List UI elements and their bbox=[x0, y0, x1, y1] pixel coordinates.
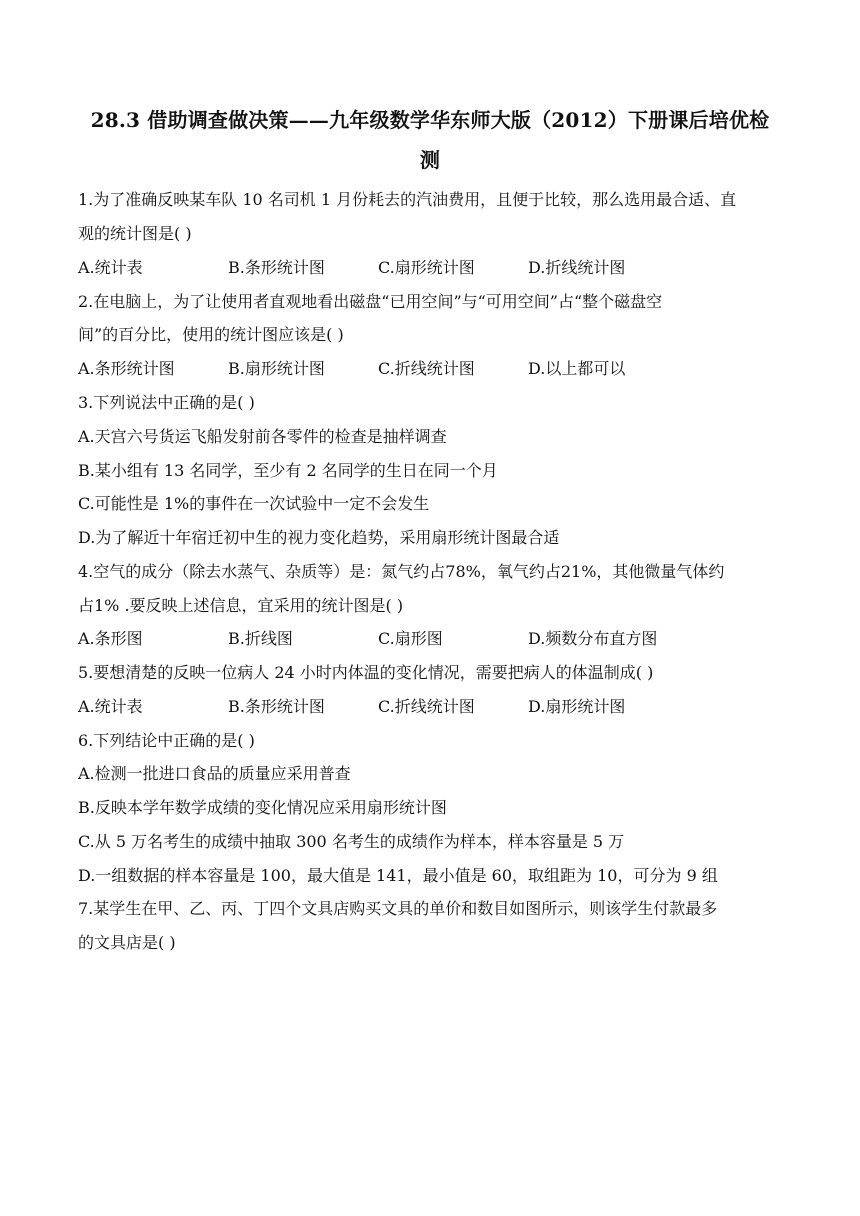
document-title-line-1: 28.3 借助调查做决策——九年级数学华东师大版（2012）下册课后培优检 bbox=[90, 108, 770, 132]
question-4-option-c: C.扇形图 bbox=[378, 629, 443, 648]
question-2-option-d: D.以上都可以 bbox=[528, 359, 626, 378]
question-1-option-a: A.统计表 bbox=[78, 258, 143, 277]
question-6-option-b: B.反映本学年数学成绩的变化情况应采用扇形统计图 bbox=[78, 798, 447, 817]
question-1-option-d: D.折线统计图 bbox=[528, 258, 626, 277]
question-4-option-d: D.频数分布直方图 bbox=[528, 629, 658, 648]
question-2-option-c: C.折线统计图 bbox=[378, 359, 475, 378]
question-1-option-c: C.扇形统计图 bbox=[378, 258, 475, 277]
question-3-option-d: D.为了解近十年宿迁初中生的视力变化趋势，采用扇形统计图最合适 bbox=[78, 528, 560, 547]
question-1-stem-line-1: 1.为了准确反映某车队 10 名司机 1 月份耗去的汽油费用，且便于比较，那么选用最合适、直 bbox=[78, 190, 737, 209]
question-5-option-c: C.折线统计图 bbox=[378, 697, 475, 716]
question-6-option-a: A.检测一批进口食品的质量应采用普查 bbox=[78, 764, 351, 783]
question-3-option-c: C.可能性是 1%的事件在一次试验中一定不会发生 bbox=[78, 494, 430, 513]
question-2-stem-line-1: 2.在电脑上，为了让使用者直观地看出磁盘“已用空间”与“可用空间”占“整个磁盘空 bbox=[78, 292, 663, 311]
question-1-stem-line-2: 观的统计图是( ) bbox=[78, 224, 192, 243]
question-7-stem-line-1: 7.某学生在甲、乙、丙、丁四个文具店购买文具的单价和数目如图所示，则该学生付款最多 bbox=[78, 899, 718, 918]
question-5-option-d: D.扇形统计图 bbox=[528, 697, 626, 716]
question-5-stem-line-1: 5.要想清楚的反映一位病人 24 小时内体温的变化情况，需要把病人的体温制成( ) bbox=[78, 663, 654, 682]
question-4-option-b: B.折线图 bbox=[228, 629, 293, 648]
question-2-option-a: A.条形统计图 bbox=[78, 359, 175, 378]
question-4-option-a: A.条形图 bbox=[78, 629, 143, 648]
question-6-option-c: C.从 5 万名考生的成绩中抽取 300 名考生的成绩作为样本，样本容量是 5 万 bbox=[78, 832, 625, 851]
question-6-option-d: D.一组数据的样本容量是 100，最大值是 141，最小值是 60，取组距为 10，可分为 9 组 bbox=[78, 866, 718, 885]
question-3-option-a: A.天宫六号货运飞船发射前各零件的检查是抽样调查 bbox=[78, 427, 447, 446]
question-7-stem-line-2: 的文具店是( ) bbox=[78, 933, 176, 952]
question-6-stem-line-1: 6.下列结论中正确的是( ) bbox=[78, 731, 255, 750]
question-2-stem-line-2: 间”的百分比，使用的统计图应该是( ) bbox=[78, 325, 344, 344]
question-5-option-a: A.统计表 bbox=[78, 697, 143, 716]
document-title-line-2: 测 bbox=[419, 148, 441, 172]
question-3-option-b: B.某小组有 13 名同学，至少有 2 名同学的生日在同一个月 bbox=[78, 461, 498, 480]
question-2-option-b: B.扇形统计图 bbox=[228, 359, 325, 378]
question-4-stem-line-1: 4.空气的成分（除去水蒸气、杂质等）是：氮气约占78%，氧气约占21%，其他微量气体约 bbox=[78, 562, 725, 581]
question-4-stem-line-2: 占1% .要反映上述信息，宜采用的统计图是( ) bbox=[78, 596, 404, 615]
question-5-option-b: B.条形统计图 bbox=[228, 697, 325, 716]
question-1-option-b: B.条形统计图 bbox=[228, 258, 325, 277]
question-3-stem-line-1: 3.下列说法中正确的是( ) bbox=[78, 393, 255, 412]
